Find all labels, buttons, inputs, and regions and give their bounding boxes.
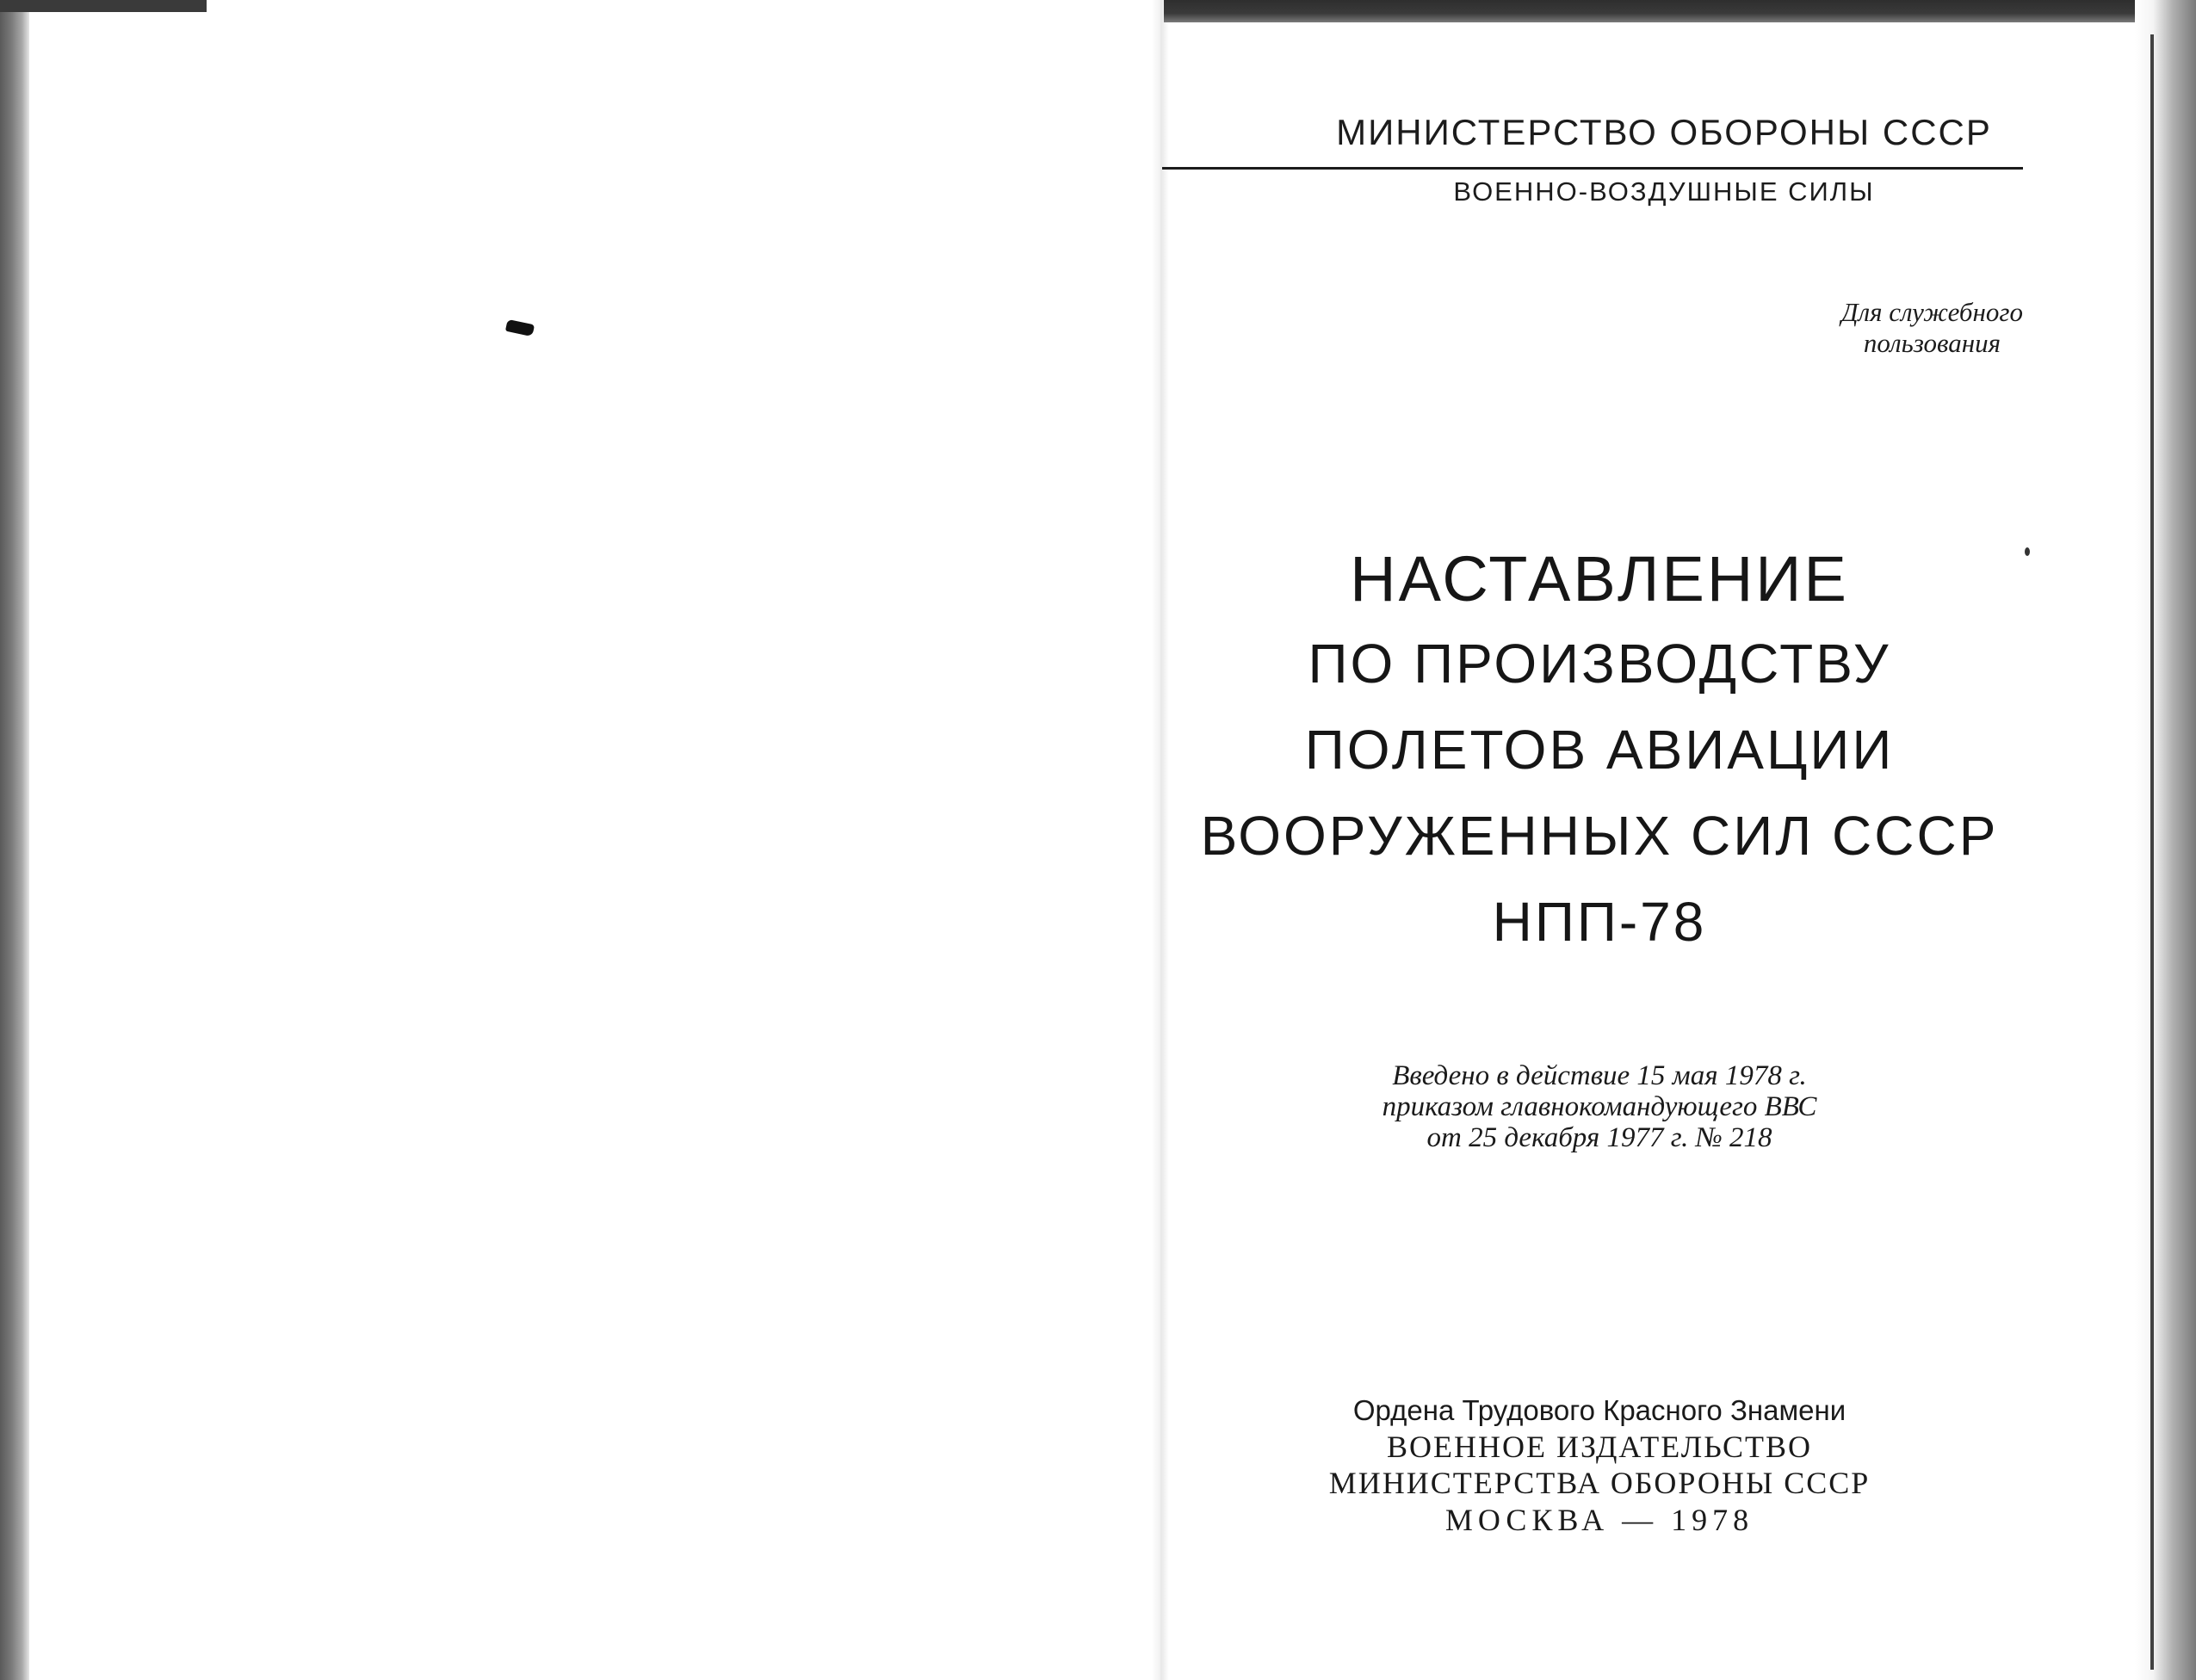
restriction-line-2: пользования <box>1863 328 2001 358</box>
document-title <box>1169 538 2030 965</box>
publisher-city-year: МОСКВА — 1978 <box>1444 1503 1754 1537</box>
enactment-line-2: приказом главнокомандующего ВВС <box>1382 1091 1817 1122</box>
publisher-imprint <box>1169 1393 2030 1539</box>
left-binding-edge <box>0 0 29 1680</box>
right-page-edge <box>2135 0 2196 1680</box>
header-rule <box>1162 167 2023 170</box>
publisher-line-1: Ордена Трудового Красного Знамени <box>1352 1394 1846 1426</box>
top-left-dark-corner <box>0 0 207 12</box>
title-line-2: ПО ПРОИЗВОДСТВУ <box>1308 633 1891 695</box>
enactment-line-3: от 25 декабря 1977 г. № 218 <box>1426 1122 1772 1153</box>
title-line-4: ВООРУЖЕННЫХ СИЛ СССР <box>1200 805 1999 867</box>
publisher-line-3: МИНИСТЕРСТВА ОБОРОНЫ СССР <box>1328 1466 1871 1500</box>
restriction-line-1: Для служебного <box>1840 297 2023 327</box>
branch-heading: ВОЕННО-ВОЗДУШНЫЕ СИЛЫ <box>1453 176 1875 207</box>
enactment-note <box>1169 1060 2030 1153</box>
title-page <box>1169 0 2133 1680</box>
title-code: НПП-78 <box>1492 891 1707 953</box>
restriction-notice <box>1841 297 2023 359</box>
title-line-3: ПОЛЕТОВ АВИАЦИИ <box>1304 719 1895 781</box>
ministry-heading: МИНИСТЕРСТВО ОБОРОНЫ СССР <box>1336 112 1992 152</box>
title-line-1: НАСТАВЛЕНИЕ <box>1350 543 1849 615</box>
ink-blot-mark <box>505 319 535 337</box>
center-gutter <box>1152 0 1169 1680</box>
enactment-line-1: Введено в действие 15 мая 1978 г. <box>1392 1060 1807 1091</box>
right-edge-line <box>2150 34 2154 1670</box>
publisher-line-2: ВОЕННОЕ ИЗДАТЕЛЬСТВО <box>1387 1430 1812 1464</box>
